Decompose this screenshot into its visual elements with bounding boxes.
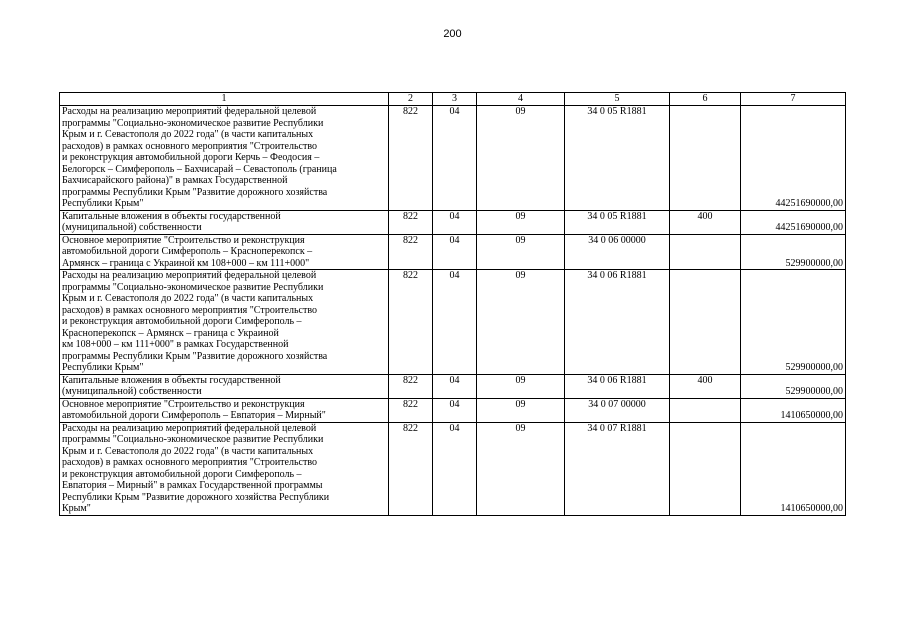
subsection-code-cell: 09 <box>477 210 565 234</box>
target-article-cell: 34 0 05 R1881 <box>565 106 670 211</box>
expense-type-cell <box>670 422 741 515</box>
amount-cell: 44251690000,00 <box>741 106 846 211</box>
expense-type-cell: 400 <box>670 210 741 234</box>
amount-cell: 529900000,00 <box>741 234 846 270</box>
target-article-cell: 34 0 06 00000 <box>565 234 670 270</box>
header-cell-1: 1 <box>60 93 389 106</box>
expense-name-cell: Расходы на реализацию мероприятий федеральной целевой программы "Социально-экономическое развитие Республики Крым и г. Севастополя до 2022 года" (в части капитальных расходов) в рамках основного мероприятия "Строительство и реконструкция автомобильной дороги Симферополь – Красноперекопск – Армянск – граница с Украиной км 108+000 – км 111+000" в рамках Государственной программы Республики Крым "Развитие дорожного хозяйства Республики Крым" <box>60 270 389 375</box>
subsection-code-cell: 09 <box>477 422 565 515</box>
target-article-cell: 34 0 05 R1881 <box>565 210 670 234</box>
amount-cell: 529900000,00 <box>741 270 846 375</box>
expense-type-cell <box>670 398 741 422</box>
table-row <box>60 106 846 211</box>
subsection-code-cell: 09 <box>477 106 565 211</box>
header-row <box>60 93 846 106</box>
section-code-cell: 04 <box>433 422 477 515</box>
ministry-code-cell: 822 <box>389 234 433 270</box>
expense-type-cell <box>670 106 741 211</box>
subsection-code-cell: 09 <box>477 398 565 422</box>
amount-cell: 1410650000,00 <box>741 422 846 515</box>
target-article-cell: 34 0 07 R1881 <box>565 422 670 515</box>
header-cell-4: 4 <box>477 93 565 106</box>
expense-name-cell: Капитальные вложения в объекты государственной (муниципальной) собственности <box>60 210 389 234</box>
ministry-code-cell: 822 <box>389 106 433 211</box>
ministry-code-cell: 822 <box>389 422 433 515</box>
section-code-cell: 04 <box>433 210 477 234</box>
header-cell-2: 2 <box>389 93 433 106</box>
target-article-cell: 34 0 06 R1881 <box>565 270 670 375</box>
table-row <box>60 374 846 398</box>
ministry-code-cell: 822 <box>389 398 433 422</box>
expense-name-cell: Капитальные вложения в объекты государственной (муниципальной) собственности <box>60 374 389 398</box>
ministry-code-cell: 822 <box>389 210 433 234</box>
header-cell-6: 6 <box>670 93 741 106</box>
expense-type-cell <box>670 270 741 375</box>
table-row <box>60 234 846 270</box>
subsection-code-cell: 09 <box>477 270 565 375</box>
section-code-cell: 04 <box>433 234 477 270</box>
target-article-cell: 34 0 07 00000 <box>565 398 670 422</box>
expense-type-cell <box>670 234 741 270</box>
amount-cell: 44251690000,00 <box>741 210 846 234</box>
amount-cell: 1410650000,00 <box>741 398 846 422</box>
section-code-cell: 04 <box>433 270 477 375</box>
budget-table-body <box>60 93 846 516</box>
budget-table <box>59 92 846 516</box>
target-article-cell: 34 0 06 R1881 <box>565 374 670 398</box>
expense-name-cell: Расходы на реализацию мероприятий федеральной целевой программы "Социально-экономическое развитие Республики Крым и г. Севастополя до 2022 года" (в части капитальных расходов) в рамках основного мероприятия "Строительство и реконструкция автомобильной дороги Керчь – Феодосия – Белогорск – Симферополь – Бахчисарай – Севастополь (граница Бахчисарайского района)" в рамках Государственной программы Республики Крым "Развитие дорожного хозяйства Республики Крым" <box>60 106 389 211</box>
page-number: 200 <box>443 28 462 40</box>
ministry-code-cell: 822 <box>389 270 433 375</box>
header-cell-7: 7 <box>741 93 846 106</box>
expense-name-cell: Основное мероприятие "Строительство и реконструкция автомобильной дороги Симферополь – Красноперекопск – Армянск – граница с Украиной км 108+000 – км 111+000" <box>60 234 389 270</box>
section-code-cell: 04 <box>433 106 477 211</box>
table-row <box>60 422 846 515</box>
amount-cell: 529900000,00 <box>741 374 846 398</box>
table-row <box>60 270 846 375</box>
expense-name-cell: Расходы на реализацию мероприятий федеральной целевой программы "Социально-экономическое развитие Республики Крым и г. Севастополя до 2022 года" (в части капитальных расходов) в рамках основного мероприятия "Строительство и реконструкция автомобильной дороги Симферополь – Евпатория – Мирный" в рамках Государственной программы Республики Крым "Развитие дорожного хозяйства Республики Крым" <box>60 422 389 515</box>
table-row <box>60 398 846 422</box>
subsection-code-cell: 09 <box>477 234 565 270</box>
subsection-code-cell: 09 <box>477 374 565 398</box>
header-cell-5: 5 <box>565 93 670 106</box>
expense-name-cell: Основное мероприятие "Строительство и реконструкция автомобильной дороги Симферополь – Евпатория – Мирный" <box>60 398 389 422</box>
ministry-code-cell: 822 <box>389 374 433 398</box>
section-code-cell: 04 <box>433 398 477 422</box>
table-row <box>60 210 846 234</box>
header-cell-3: 3 <box>433 93 477 106</box>
expense-type-cell: 400 <box>670 374 741 398</box>
section-code-cell: 04 <box>433 374 477 398</box>
